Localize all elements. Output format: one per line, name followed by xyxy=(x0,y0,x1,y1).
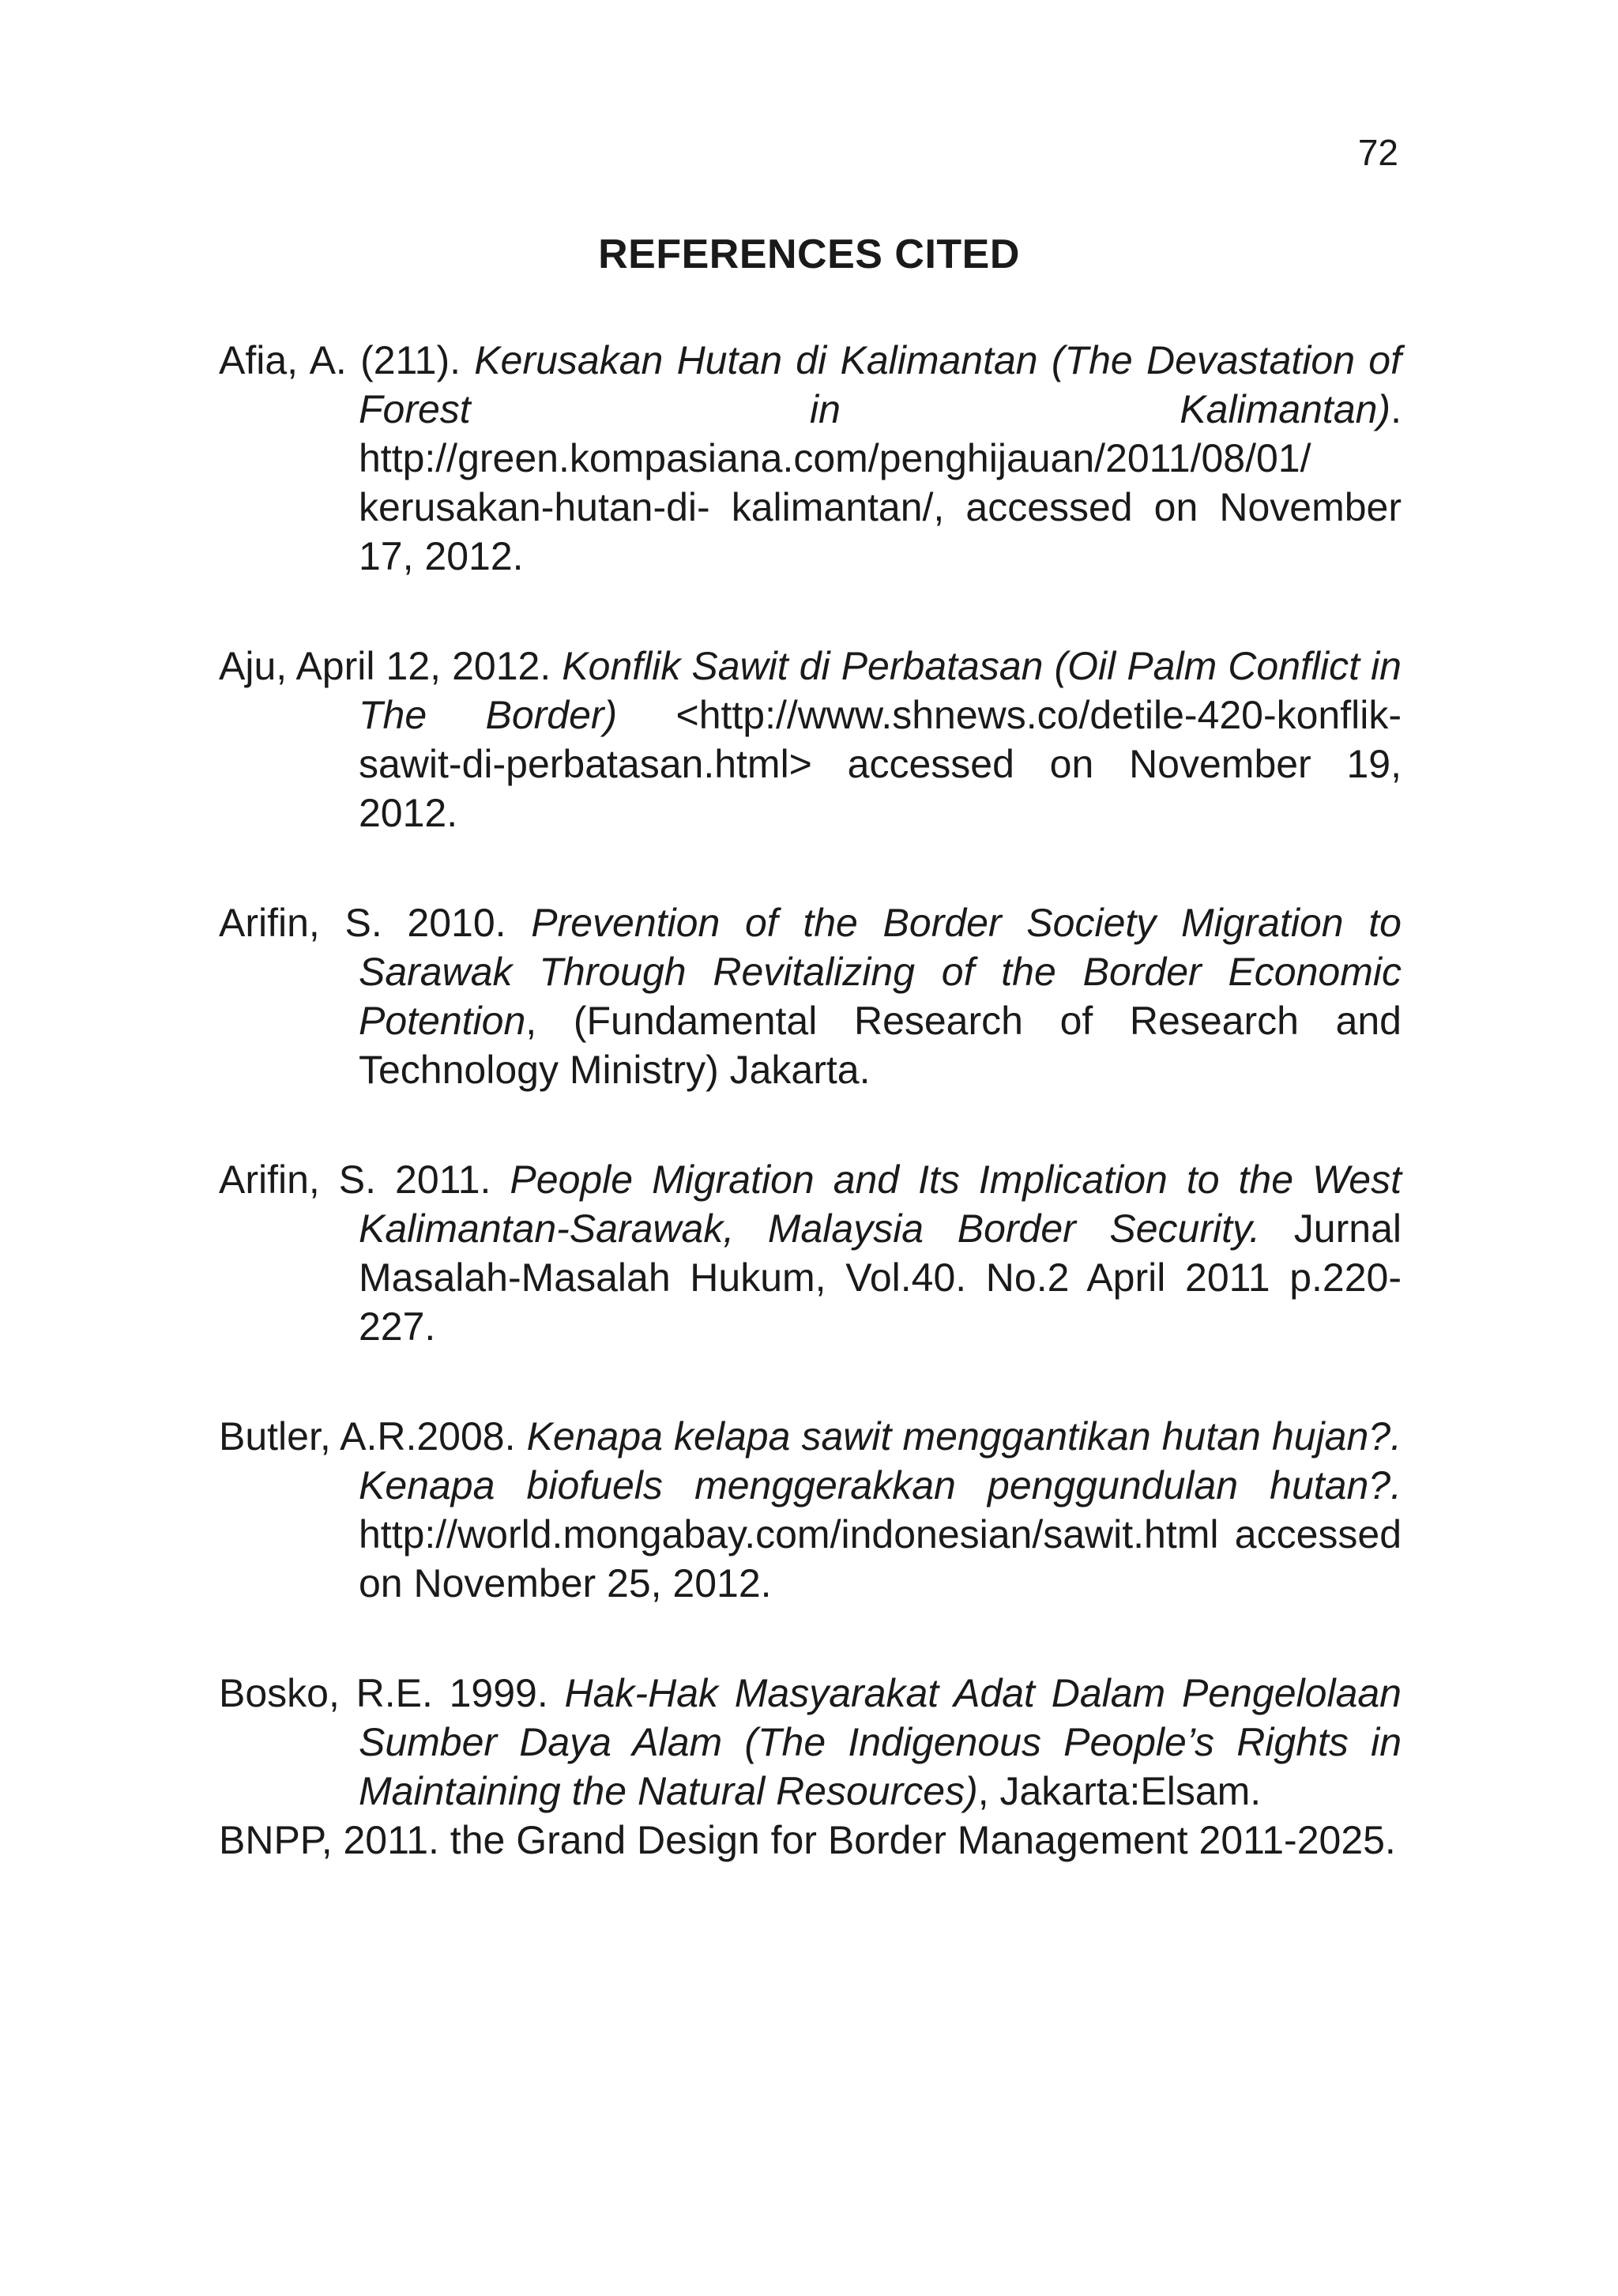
reference-entry xyxy=(219,898,1402,1094)
reference-author-date: Bosko, R.E. 1999. xyxy=(219,1671,565,1715)
reference-title: People Migration and Its Implication to the West Kalimantan-Sarawak, Malaysia Border Security. xyxy=(359,1157,1402,1251)
reference-title: Kenapa kelapa sawit menggantikan hutan hujan?. Kenapa biofuels menggerakkan penggundulan hutan?. xyxy=(359,1414,1402,1507)
reference-author-date: BNPP, 2011. the Grand Design for Border Management 2011-2025. xyxy=(219,1818,1396,1862)
page-number: 72 xyxy=(1357,132,1398,173)
reference-title: Hak-Hak Masyarakat Adat Dalam Pengelolaan Sumber Daya Alam (The Indigenous People’s Rights in Maintaining the Natural Resources) xyxy=(359,1671,1402,1813)
reference-author-date: Butler, A.R.2008. xyxy=(219,1414,527,1459)
reference-details: Jurnal Masalah-Masalah Hukum, Vol.40. No.2 April 2011 p.220-227. xyxy=(359,1206,1402,1349)
reference-details: <http://www.shnews.co/detile-420-konflik-sawit-di-perbatasan.html> accessed on November 19, 2012. xyxy=(359,693,1402,835)
reference-details: . http://green.kompasiana.com/penghijauan/2011/08/01/ kerusakan-hutan-di- kalimantan/, accessed on November 17, 2012. xyxy=(359,387,1402,578)
reference-details: http://world.mongabay.com/indonesian/sawit.html accessed on November 25, 2012. xyxy=(359,1512,1402,1605)
reference-entry xyxy=(219,1816,1402,1865)
reference-entry xyxy=(219,1412,1402,1608)
references-heading: REFERENCES CITED xyxy=(598,231,1020,277)
reference-title: Prevention of the Border Society Migration to Sarawak Through Revitalizing of the Border Economic Potention xyxy=(359,901,1402,1043)
reference-author-date: Arifin, S. 2010. xyxy=(219,901,532,945)
reference-author-date: Aju, April 12, 2012. xyxy=(219,644,563,688)
reference-entry xyxy=(219,1155,1402,1351)
reference-entry xyxy=(219,642,1402,837)
reference-author-date: Afia, A. (211). xyxy=(219,338,475,382)
reference-entry xyxy=(219,1669,1402,1816)
reference-details: , (Fundamental Research of Research and Technology Ministry) Jakarta. xyxy=(359,999,1402,1092)
reference-list xyxy=(219,336,1402,1865)
reference-author-date: Arifin, S. 2011. xyxy=(219,1157,510,1202)
reference-title: Konflik Sawit di Perbatasan (Oil Palm Conflict in The Border) xyxy=(359,644,1402,737)
reference-details: , Jakarta:Elsam. xyxy=(977,1769,1262,1813)
reference-entry xyxy=(219,336,1402,581)
reference-title: Kerusakan Hutan di Kalimantan (The Devastation of Forest in Kalimantan) xyxy=(359,338,1402,431)
